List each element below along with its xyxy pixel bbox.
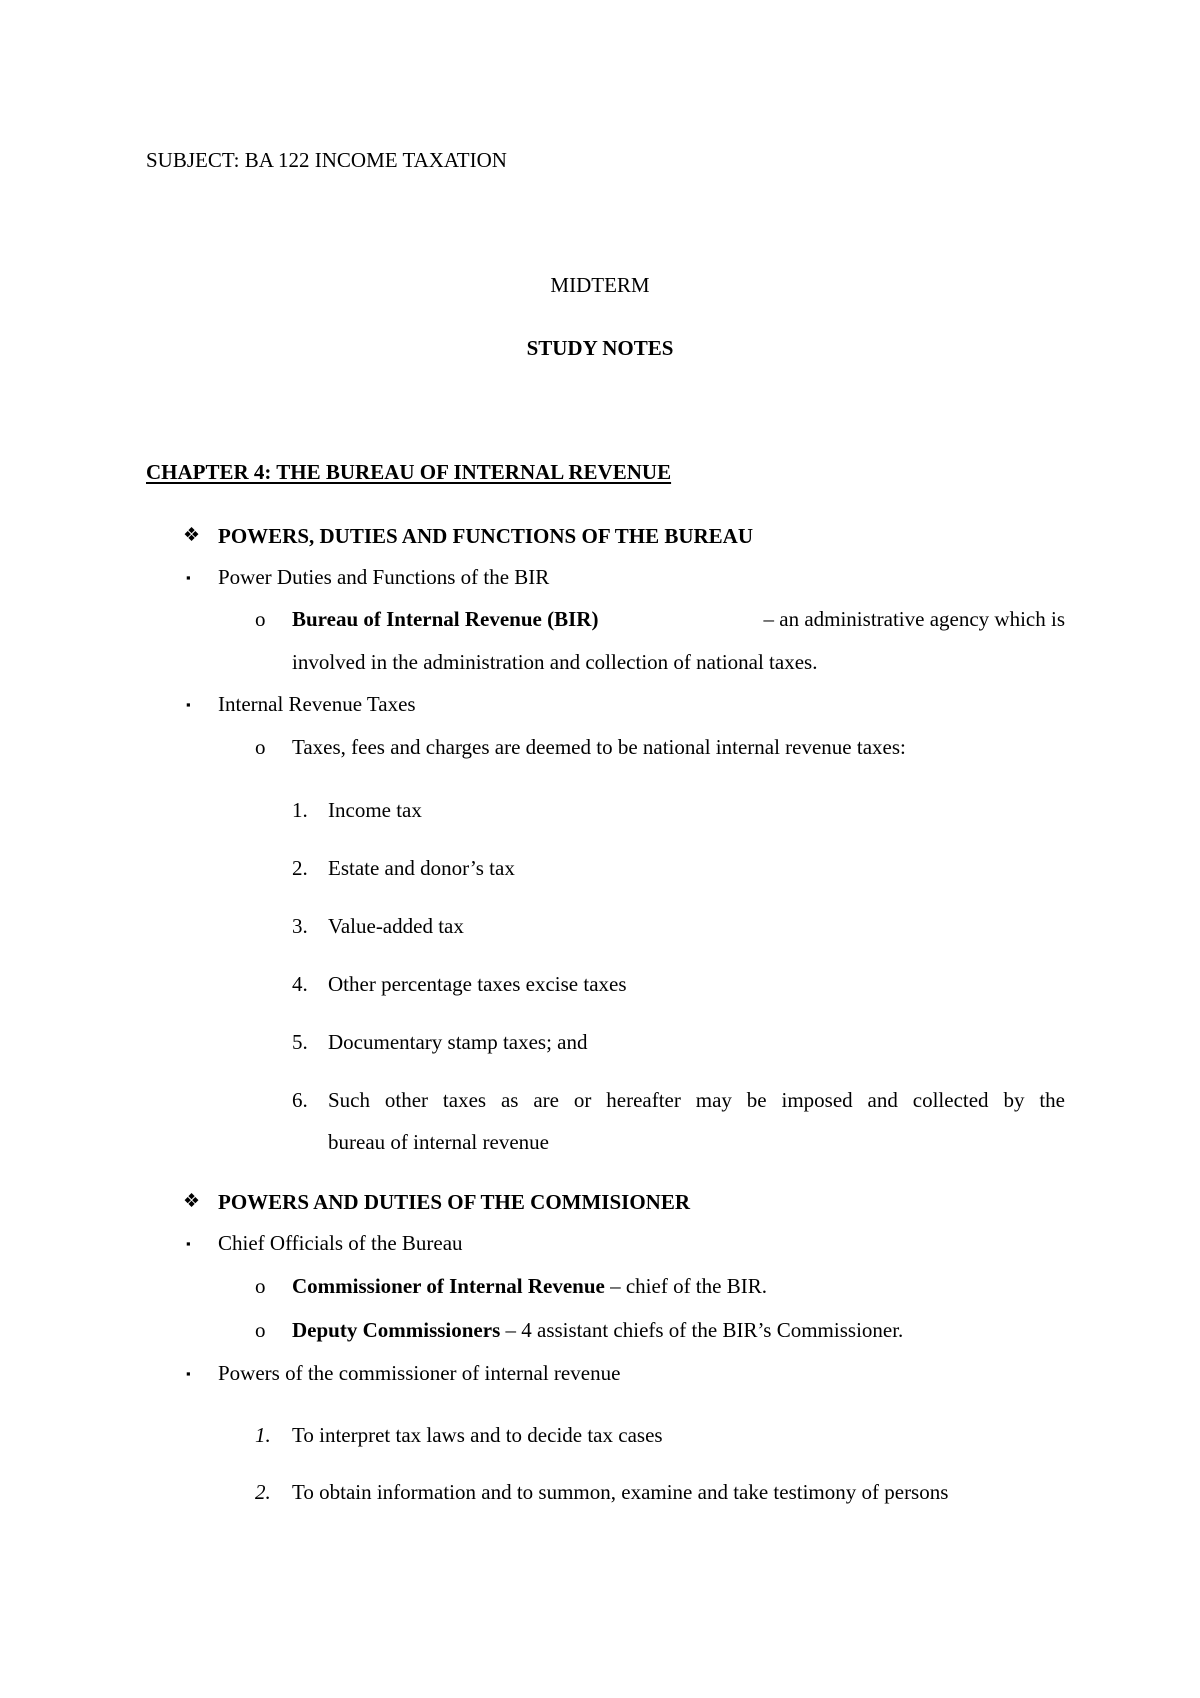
tax-item: Such other taxes as are or hereafter may be imposed and collected by the (328, 1088, 1065, 1112)
tax-number: 2. (292, 856, 308, 880)
diamond-bullet-icon: ❖ (183, 525, 201, 546)
commissioner-term: Commissioner of Internal Revenue (292, 1274, 605, 1298)
deputy-definition-text: – 4 assistant chiefs of the BIR’s Commissioner. (505, 1318, 904, 1342)
section-heading-bureau: POWERS, DUTIES AND FUNCTIONS OF THE BUREAU (218, 524, 754, 548)
commissioner-definition-text: – chief of the BIR. (610, 1274, 767, 1298)
list-item-chief-officials: Chief Officials of the Bureau (218, 1231, 463, 1255)
tax-number: 6. (292, 1088, 308, 1112)
diamond-bullet-icon: ❖ (183, 1191, 201, 1212)
tax-number: 1. (292, 798, 308, 822)
bir-term: Bureau of Internal Revenue (BIR) (292, 607, 599, 631)
subject-line: SUBJECT: BA 122 INCOME TAXATION (146, 148, 507, 172)
chapter-heading: CHAPTER 4: THE BUREAU OF INTERNAL REVENUE (146, 460, 672, 484)
square-bullet-icon: ▪ (186, 1236, 191, 1251)
tax-number: 5. (292, 1030, 308, 1054)
bir-definition-line1 (292, 609, 1065, 630)
power-item: To interpret tax laws and to decide tax cases (292, 1423, 663, 1447)
power-number: 1. (255, 1423, 271, 1447)
taxes-intro: Taxes, fees and charges are deemed to be national internal revenue taxes: (292, 735, 906, 759)
square-bullet-icon: ▪ (186, 570, 191, 585)
page-title: MIDTERM (550, 273, 650, 297)
tax-item: Value-added tax (328, 914, 464, 938)
tax-number: 3. (292, 914, 308, 938)
tax-item: Documentary stamp taxes; and (328, 1030, 588, 1054)
list-item-commissioner-powers: Powers of the commissioner of internal revenue (218, 1361, 621, 1385)
list-item-internal-revenue-taxes: Internal Revenue Taxes (218, 692, 416, 716)
square-bullet-icon: ▪ (186, 697, 191, 712)
list-item-bir-functions: Power Duties and Functions of the BIR (218, 565, 550, 589)
bir-definition-line2: involved in the administration and collection of national taxes. (292, 650, 818, 674)
circle-bullet-icon: o (255, 735, 266, 759)
tax-number: 4. (292, 972, 308, 996)
deputy-definition (292, 1320, 903, 1341)
power-number: 2. (255, 1480, 271, 1504)
tax-item: Income tax (328, 798, 422, 822)
circle-bullet-icon: o (255, 1318, 266, 1342)
power-item: To obtain information and to summon, examine and take testimony of persons (292, 1480, 949, 1504)
page-subtitle: STUDY NOTES (526, 336, 674, 360)
circle-bullet-icon: o (255, 607, 266, 631)
circle-bullet-icon: o (255, 1274, 266, 1298)
square-bullet-icon: ▪ (186, 1366, 191, 1381)
tax-item-continuation: bureau of internal revenue (328, 1130, 549, 1154)
commissioner-definition (292, 1276, 767, 1297)
deputy-term: Deputy Commissioners (292, 1318, 501, 1342)
tax-item: Other percentage taxes excise taxes (328, 972, 627, 996)
tax-item: Estate and donor’s tax (328, 856, 515, 880)
section-heading-commissioner: POWERS AND DUTIES OF THE COMMISIONER (218, 1190, 690, 1214)
bir-definition-text: – an administrative agency which is (763, 607, 1065, 631)
